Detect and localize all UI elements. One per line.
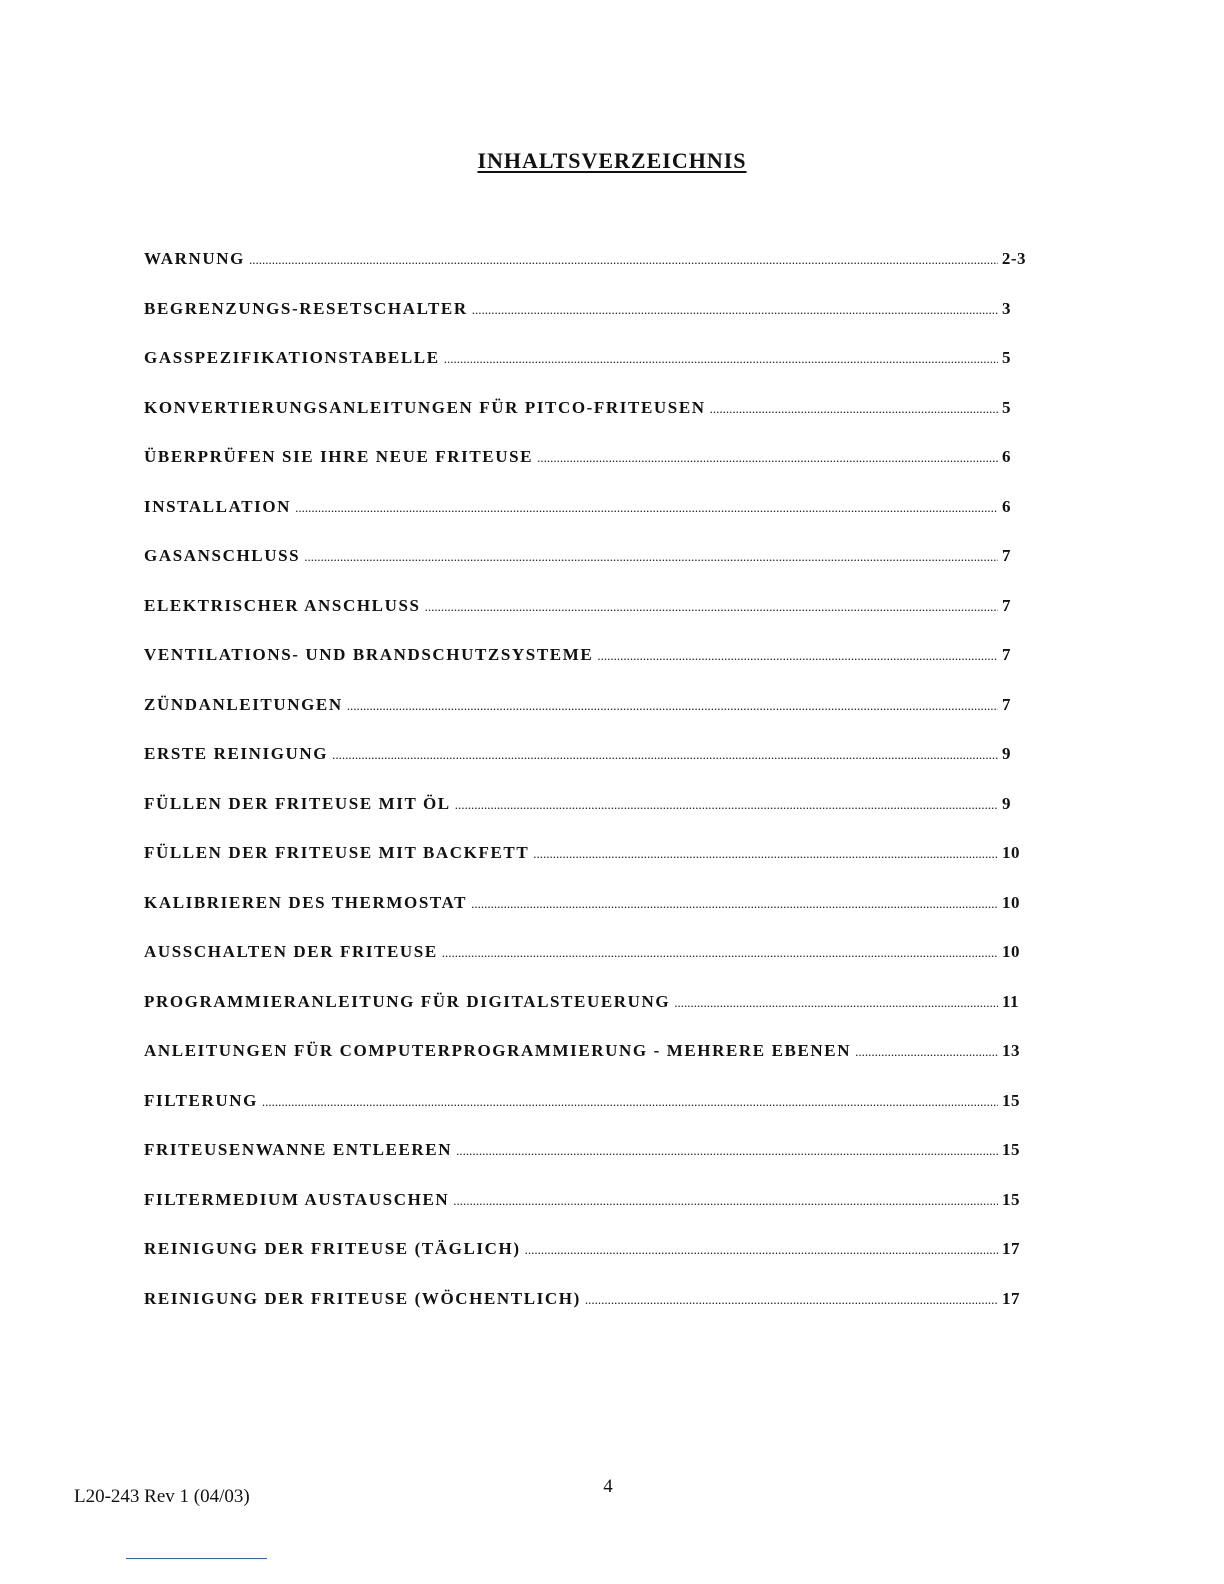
toc-entry[interactable] xyxy=(144,1289,1026,1339)
toc-entry[interactable] xyxy=(144,546,1026,596)
toc-entry-page: 7 xyxy=(1002,546,1011,565)
toc-dot-leader xyxy=(533,846,998,862)
toc-entry-page: 13 xyxy=(1002,1041,1020,1060)
page-number: 4 xyxy=(603,1476,613,1497)
toc-entry[interactable] xyxy=(144,596,1026,646)
toc-entry-title: VENTILATIONS- UND BRANDSCHUTZSYSTEME xyxy=(144,645,594,664)
toc-entry-title: REINIGUNG DER FRITEUSE (TÄGLICH) xyxy=(144,1239,521,1258)
toc-entry-title: ELEKTRISCHER ANSCHLUSS xyxy=(144,595,421,615)
toc-entry[interactable] xyxy=(144,1140,1026,1190)
toc-dot-leader xyxy=(471,896,998,912)
toc-dot-leader xyxy=(332,747,998,763)
toc-entry-page: 9 xyxy=(1002,744,1011,763)
toc-entry-page: 7 xyxy=(1002,645,1011,664)
toc-entry[interactable] xyxy=(144,348,1026,398)
toc-entry-page: 10 xyxy=(1002,843,1020,862)
toc-entry[interactable] xyxy=(144,1190,1026,1240)
toc-dot-leader xyxy=(456,1143,998,1159)
toc-entry-title: FRITEUSENWANNE ENTLEEREN xyxy=(144,1140,453,1159)
toc-entry-page: 7 xyxy=(1002,694,1011,714)
toc-dot-leader xyxy=(453,1193,998,1209)
document-id: L20-243 Rev 1 (04/03) xyxy=(74,1486,250,1507)
toc-entry-page: 10 xyxy=(1002,892,1020,912)
toc-entry-title: INSTALLATION xyxy=(144,496,292,516)
toc-entry-page: 17 xyxy=(1002,1239,1020,1258)
toc-entry[interactable] xyxy=(144,1041,1026,1091)
toc-entry-page: 17 xyxy=(1002,1288,1020,1308)
toc-dot-leader xyxy=(249,252,998,268)
toc-dot-leader xyxy=(347,698,998,714)
toc-entry-page: 3 xyxy=(1002,298,1011,318)
toc-dot-leader xyxy=(425,599,998,615)
toc-entry-page: 15 xyxy=(1002,1189,1020,1209)
toc-entry-title: GASSPEZIFIKATIONSTABELLE xyxy=(144,348,440,367)
toc-entry-page: 5 xyxy=(1002,397,1011,417)
toc-entry-page: 9 xyxy=(1002,793,1011,813)
toc-entry[interactable] xyxy=(144,1091,1026,1141)
toc-entry-title: AUSSCHALTEN DER FRITEUSE xyxy=(144,942,438,961)
toc-entry-title: BEGRENZUNGS-RESETSCHALTER xyxy=(144,298,468,318)
toc-dot-leader xyxy=(674,995,998,1011)
toc-entry-title: KONVERTIERUNGSANLEITUNGEN FÜR PITCO-FRITEUSEN xyxy=(144,397,706,417)
toc-entry-page: 15 xyxy=(1002,1140,1020,1159)
toc-dot-leader xyxy=(537,450,998,466)
toc-dot-leader xyxy=(597,648,998,664)
toc-entry[interactable] xyxy=(144,1239,1026,1289)
toc-entry-title: ERSTE REINIGUNG xyxy=(144,744,329,763)
toc-entry[interactable] xyxy=(144,942,1026,992)
toc-entry-title: GASANSCHLUSS xyxy=(144,546,301,565)
toc-dot-leader xyxy=(455,797,998,813)
toc-entry[interactable] xyxy=(144,695,1026,745)
toc-dot-leader xyxy=(444,351,998,367)
toc-entry-title: ANLEITUNGEN FÜR COMPUTERPROGRAMMIERUNG - MEHRERE EBENEN xyxy=(144,1041,852,1060)
toc-entry-page: 11 xyxy=(1002,991,1020,1011)
toc-entry-page: 6 xyxy=(1002,447,1011,466)
toc-entry[interactable] xyxy=(144,497,1026,547)
toc-entry-title: FÜLLEN DER FRITEUSE MIT ÖL xyxy=(144,793,451,813)
toc-entry[interactable] xyxy=(144,893,1026,943)
toc-dot-leader xyxy=(295,500,998,516)
toc-dot-leader xyxy=(262,1094,998,1110)
toc-entry-title: REINIGUNG DER FRITEUSE (WÖCHENTLICH) xyxy=(144,1288,581,1308)
toc-entry[interactable] xyxy=(144,794,1026,844)
footer-rule xyxy=(126,1558,267,1559)
toc-entry-page: 5 xyxy=(1002,348,1011,367)
toc-entry[interactable] xyxy=(144,744,1026,794)
toc-entry[interactable] xyxy=(144,299,1026,349)
page-title: INHALTSVERZEICHNIS xyxy=(477,148,747,173)
toc-dot-leader xyxy=(304,549,998,565)
toc-entry-title: FÜLLEN DER FRITEUSE MIT BACKFETT xyxy=(144,843,530,862)
toc-entry-title: PROGRAMMIERANLEITUNG FÜR DIGITALSTEUERUNG xyxy=(144,991,671,1011)
table-of-contents xyxy=(144,249,1026,1338)
toc-dot-leader xyxy=(855,1044,998,1060)
toc-dot-leader xyxy=(710,401,998,417)
toc-entry-title: WARNUNG xyxy=(144,249,245,268)
toc-entry[interactable] xyxy=(144,249,1026,299)
toc-entry-title: FILTERUNG xyxy=(144,1090,258,1110)
toc-entry-title: KALIBRIEREN DES THERMOSTAT xyxy=(144,892,468,912)
toc-dot-leader xyxy=(585,1292,998,1308)
toc-entry-page: 15 xyxy=(1002,1090,1020,1110)
toc-entry-page: 2-3 xyxy=(1001,249,1026,268)
toc-entry[interactable] xyxy=(144,645,1026,695)
toc-entry-page: 6 xyxy=(1002,496,1011,516)
toc-dot-leader xyxy=(442,945,998,961)
toc-entry-page: 10 xyxy=(1002,942,1020,961)
toc-entry-title: ÜBERPRÜFEN SIE IHRE NEUE FRITEUSE xyxy=(144,447,534,466)
toc-entry-page: 7 xyxy=(1002,595,1011,615)
toc-entry[interactable] xyxy=(144,843,1026,893)
toc-entry[interactable] xyxy=(144,447,1026,497)
toc-entry[interactable] xyxy=(144,398,1026,448)
toc-dot-leader xyxy=(525,1242,998,1258)
toc-dot-leader xyxy=(472,302,998,318)
toc-entry[interactable] xyxy=(144,992,1026,1042)
toc-entry-title: ZÜNDANLEITUNGEN xyxy=(144,694,343,714)
toc-entry-title: FILTERMEDIUM AUSTAUSCHEN xyxy=(144,1189,450,1209)
